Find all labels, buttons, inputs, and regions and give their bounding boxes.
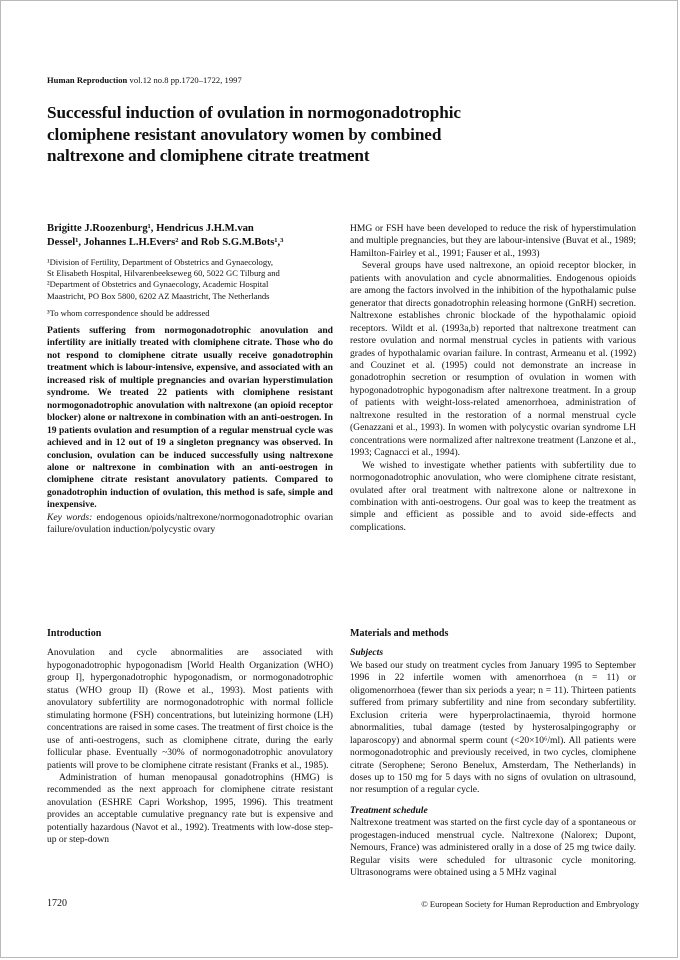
authors-line-1: Brigitte J.Roozenburg¹, Hendricus J.H.M.van [47, 223, 254, 234]
article-title: Successful induction of ovulation in normogonadotrophic clomiphene resistant anovulatory women by combined naltrexone and clomiphene citrate treatment [47, 103, 461, 165]
intro-paragraph-2-continued: HMG or FSH have been developed to reduce the risk of hyperstimulation and multiple pregnancies, but they are labour-intensive (Buvat et al., 1989; Hamilton-Fairley et al., 1991; Fauser et al., 1993) [350, 223, 636, 259]
treatment-schedule-paragraph: Naltrexone treatment was started on the first cycle day of a spontaneous or progestagen-induced menstrual cycle. Naltrexone (Nalorex; Dupont, Nemours, France) was administered orally in a dose of 25 mg twice daily. Regular visits were scheduled for ultrasonic cycle monitoring. Ultrasonograms were obtained using a 5 MHz vaginal [350, 817, 636, 879]
abstract: Patients suffering from normogonadotrophic anovulation and infertility are initially treated with clomiphene citrate. Those who do not respond to clomiphene citrate usually receive gonadotrophin treatment which is labour-intensive, expensive, and associated with an increased risk of multiple pregnancies and ovarian hyperstimulation syndrome. We treated 22 patients with clomiphene resistant normogonadotrophic anovulation with naltrexone (an opioid receptor blocker) alone or naltrexone in combination with an anti-oestrogen. In 19 patients ovulation and resumption of a regular menstrual cycle was achieved and in 12 out of 19 a singleton pregnancy was observed. In conclusion, ovulation can be induced successfully using naltrexone alone or naltrexone in combination with an anti-oestrogen in clomiphene citrate resistant anovulatory patients. Compared to gonadotrophin induction of ovulation, this method is safe, simple and inexpensive. [47, 325, 333, 511]
authors-line-2: Dessel¹, Johannes L.H.Evers² and Rob S.G.M.Bots¹,³ [47, 236, 284, 248]
copyright-notice: © European Society for Human Reproduction and Embryology [421, 899, 639, 909]
journal-citation: vol.12 no.8 pp.1720–1722, 1997 [129, 75, 242, 85]
affiliation-1-line-2: St Elisabeth Hospital, Hilvarenbeekseweg 60, 5022 GC Tilburg and [47, 268, 280, 279]
right-column [350, 223, 636, 534]
intro-paragraph-4: We wished to investigate whether patients with subfertility due to normogonadotrophic anovulation, who were clomiphene citrate resistant, ovulated after oral treatment with naltrexone alone or naltrexone in combination with anti-oestrogens. Our goal was to keep the treatment as simple and efficient as possible and to avoid side-effects and complications. [350, 459, 636, 533]
affiliation-1-line-1: ¹Division of Fertility, Department of Obstetrics and Gynaecology, [47, 257, 274, 267]
methods-section [350, 628, 636, 880]
affiliation-2-line-2: Maastricht, PO Box 5800, 6202 AZ Maastricht, The Netherlands [47, 290, 270, 301]
affiliation-2-line-1: ²Department of Obstetrics and Gynaecology, Academic Hospital [47, 279, 269, 290]
author-list [47, 222, 333, 249]
introduction-section [47, 628, 333, 847]
treatment-schedule-heading: Treatment schedule [350, 804, 428, 816]
intro-paragraph-3: Several groups have used naltrexone, an opioid receptor blocker, in patients with anovulation and cycle abnormalities. Endogenous opioids are among the factors involved in the inhibition of the hypothalamic pulse generator that directs gonadotrophin releasing hormone (GnRH) secretion. Naltrexone establishes chronic blockade of the hypothalamic opioid receptors. Wildt et al. (1993a,b) reported that naltrexone treatment can restore ovulation and normal menstrual cycles in patients with various grades of hypothalamic ovarian failure. In contrast, Armeanu et al. (1992) and Couzinet et al. (1995) could not demonstrate an increase in gonadotrophin secretion or resumption of ovulation in women with hypogonadotrophic hypogonadism after naltrexone treatment. In a group of patients with weight-loss-related amenorrhoea, administration of naltrexone resulted in the restoration of a normal menstrual cycle (Genazzani et al., 1993). In women with polycystic ovarian syndrome LH concentrations were normalized after naltrexone treatment (Lanzone et al., 1993; Cagnacci et al., 1994). [350, 260, 636, 459]
page-number: 1720 [47, 898, 67, 909]
keywords-label: Key words: [47, 511, 93, 523]
correspondence-note: ³To whom correspondence should be addressed [47, 307, 210, 318]
affiliations [47, 257, 333, 319]
subjects-paragraph: We based our study on treatment cycles from January 1995 to September 1996 in 22 infertile women with amenorrhoea (n = 11) or oligomenorrhoea (fewer than six periods a year; n = 11). Thirteen patients suffered from primary subfertility and nine from secondary subfertility. Exclusion criteria were hyperprolactinaemia, thyroid hormone abnormalities, tubal damage (tested by hysterosalpingography or laparoscopy) and abnormal sperm count (<20×10⁶/ml). All patients were normogonadotrophic and previously received, in two cycles, clomiphene citrate (Serophene; Serono Benelux, Amsterdam, The Netherlands) in doses up to 150 mg for 5 days with no signs of ovulation on ultrasound, nor resumption of a regular cycle. [350, 659, 636, 796]
methods-heading: Materials and methods [350, 628, 449, 639]
running-header [47, 75, 242, 85]
keywords [47, 512, 333, 537]
introduction-heading: Introduction [47, 628, 102, 639]
left-column [47, 222, 333, 537]
journal-name: Human Reproduction [47, 75, 128, 85]
keywords-text: endogenous opioids/naltrexone/normogonadotrophic ovarian failure/ovulation induction/polycystic ovary [47, 511, 334, 536]
intro-paragraph-1: Anovulation and cycle abnormalities are associated with hypogonadotrophic hypogonadism [World Health Organization (WHO) group I], hypergonadotrophic hypogonadism, or normogonadotrophic status (WHO group II) (Rowe et al., 1993). Most patients with anovulatory subfertility are normogonadotrophic with normal follicle stimulating hormone (FSH) concentrations, but luteinizing hormone (LH) concentrations are raised in some cases. The treatment of first choice is the use of anti-oestrogens, such as clomiphene citrate, during the early follicular phase. Eventually ~30% of normogonadotrophic anovulatory patients will prove to be clomiphene citrate resistant (Franks et al., 1985). [47, 647, 333, 771]
subjects-heading: Subjects [350, 647, 384, 659]
intro-paragraph-2: Administration of human menopausal gonadotrophins (HMG) is recommended as the next approach for clomiphene citrate resistant anovulation (ESHRE Capri Workshop, 1995, 1996). This treatment provides an acceptable cumulative pregnancy rate but is expensive and potentially hazardous (Navot et al., 1992). Treatments with low-dose step-up or step-down [47, 771, 333, 846]
